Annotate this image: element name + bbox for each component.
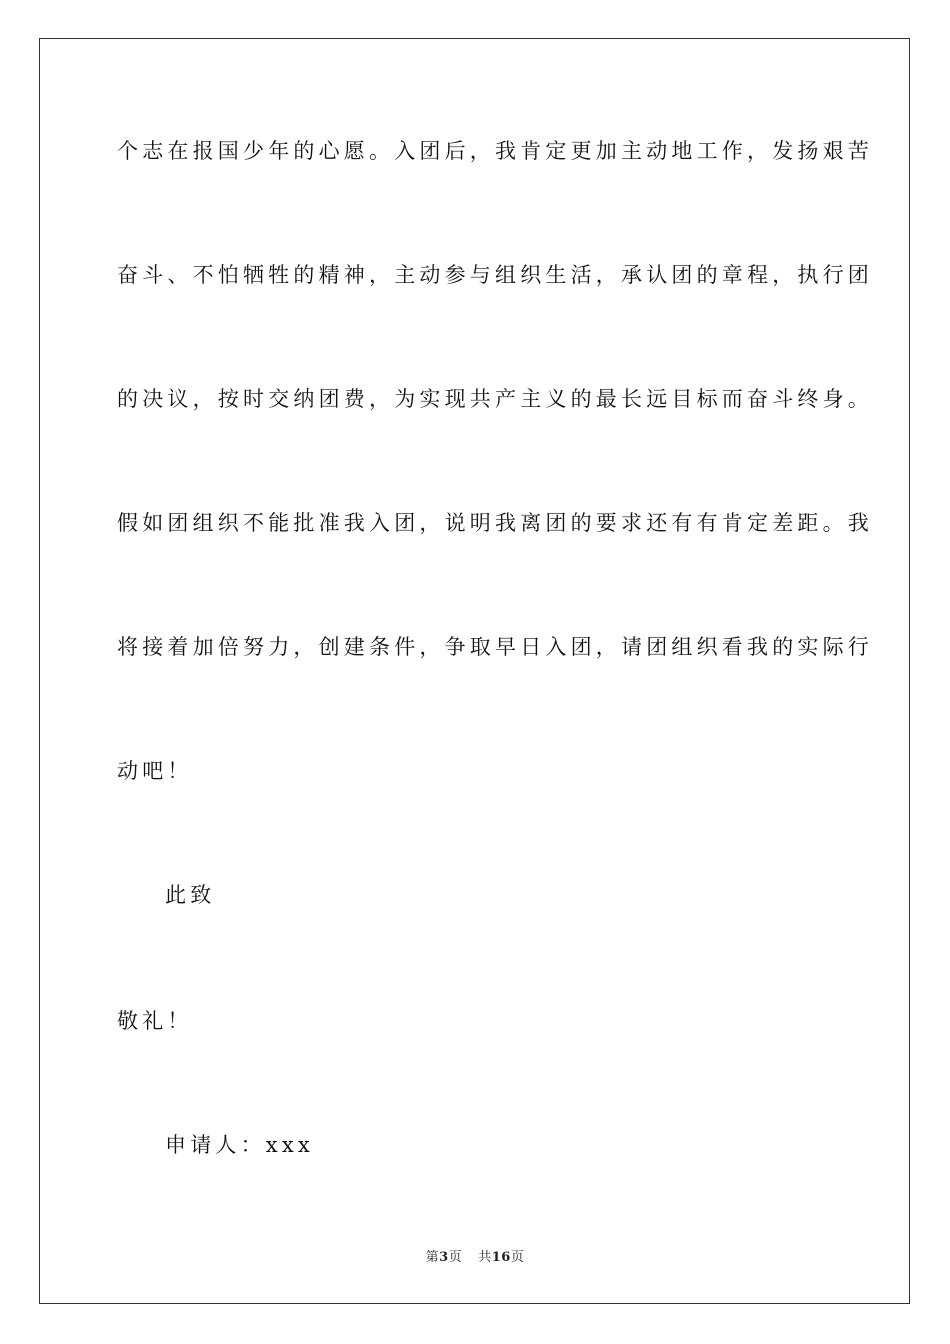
paragraph-line-6: 动吧！ (117, 759, 193, 783)
salute-text: 敬礼！ (117, 1009, 193, 1033)
total-suffix: 页 (510, 1250, 525, 1265)
paragraph-line-4: 假如团组织不能批准我入团，说明我离团的要求还有有肯定差距。我 (117, 511, 873, 535)
page-footer (0, 1246, 950, 1265)
page-suffix: 页 (448, 1250, 463, 1265)
page-prefix: 第 (425, 1250, 440, 1265)
paragraph-line-5: 将接着加倍努力，创建条件，争取早日入团，请团组织看我的实际行 (117, 635, 873, 659)
paragraph-line-3: 的决议，按时交纳团费，为实现共产主义的最长远目标而奋斗终身。 (117, 387, 873, 411)
closing-text: 此致 (165, 883, 216, 907)
current-page-number: 3 (439, 1250, 449, 1265)
page-frame (39, 38, 910, 1304)
total-page-count: 16 (491, 1250, 511, 1265)
signature-line: 申请人：xxx (165, 1133, 314, 1157)
paragraph-line-1: 个志在报国少年的心愿。入团后，我肯定更加主动地工作，发扬艰苦 (117, 139, 873, 163)
total-prefix: 共 (478, 1250, 492, 1265)
paragraph-line-2: 奋斗、不怕牺牲的精神，主动参与组织生活，承认团的章程，执行团 (117, 263, 873, 287)
